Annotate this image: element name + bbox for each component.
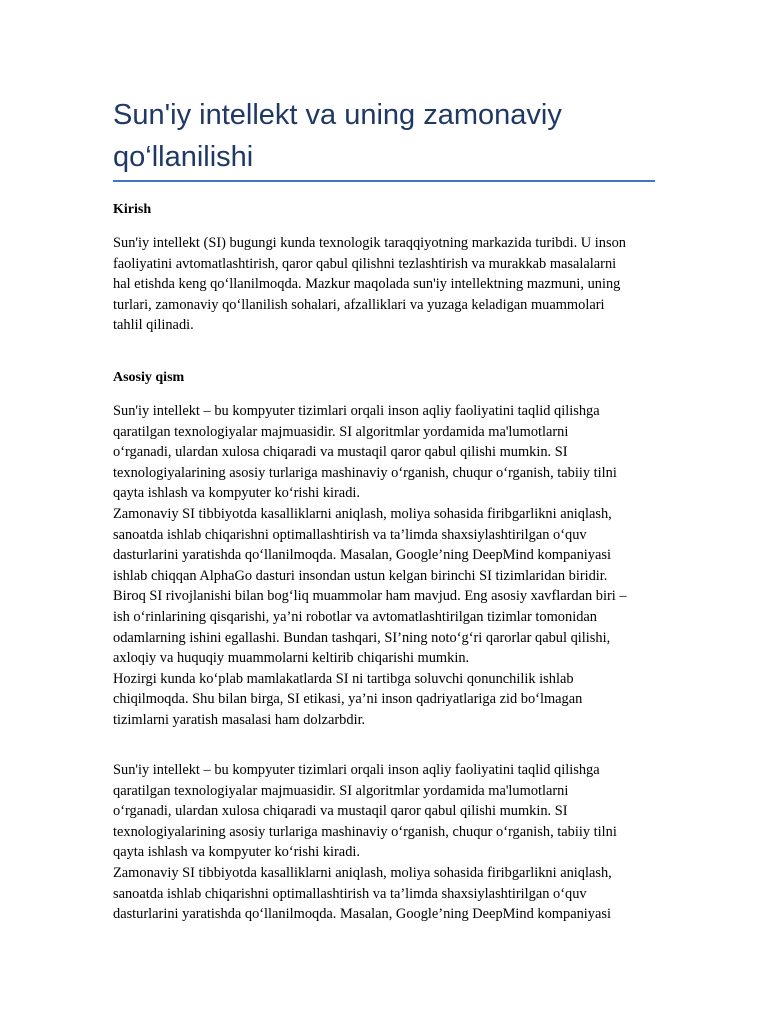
title-underline-rule [113,180,655,182]
body-text-line: qaratilgan texnologiyalar majmuasidir. SI algoritmlar yordamida ma'lumotlarni [113,423,569,440]
body-text-line: texnologiyalarining asosiy turlariga mashinaviy o‘rganish, chuqur o‘rganish, tabiiy tilni [113,464,617,481]
body-text-line: turlari, zamonaviy qo‘llanilish sohalari, afzalliklari va yuzaga keladigan muammolari [113,296,605,313]
body-text-line: dasturlarini yaratishda qo‘llanilmoqda. Masalan, Google’ning DeepMind kompaniyasi [113,547,611,564]
body-text-line: Biroq SI rivojlanishi bilan bog‘liq muammolar ham mavjud. Eng asosiy xavflardan biri – [113,588,627,605]
body-text-line: faoliyatini avtomatlashtirish, qaror qabul qilishni tezlashtirish va murakkab masalalarni [113,255,617,272]
body-text-line: Zamonaviy SI tibbiyotda kasalliklarni aniqlash, moliya sohasida firibgarlikni aniqlash, [113,505,612,522]
section-heading-asosiy-qism: Asosiy qism [113,370,185,385]
body-text-line: texnologiyalarining asosiy turlariga mashinaviy o‘rganish, chuqur o‘rganish, tabiiy tilni [113,823,617,840]
body-text-line: Sun'iy intellekt (SI) bugungi kunda texnologik taraqqiyotning markazida turibdi. U inson [113,235,626,251]
body-text-line: Hozirgi kunda ko‘plab mamlakatlarda SI ni tartibga soluvchi qonunchilik ishlab [113,670,574,687]
body-text-line: qaratilgan texnologiyalar majmuasidir. SI algoritmlar yordamida ma'lumotlarni [113,782,569,799]
body-text-line: chiqilmoqda. Shu bilan birga, SI etikasi, ya’ni inson qadriyatlariga zid bo‘lmagan [113,691,583,708]
body-text-line: ishlab chiqqan AlphaGo dasturi insondan ustun kelgan birinchi SI tizimlaridan biridir. [113,567,608,584]
document-title: Sun'iy intellekt va uning zamonaviy qo‘llanilishi [113,99,562,173]
body-text-line: qayta ishlash va kompyuter ko‘rishi kiradi. [113,485,360,502]
body-text-line: Sun'iy intellekt – bu kompyuter tizimlari orqali inson aqliy faoliyatini taqlid qilishga [113,762,600,778]
body-text-line: o‘rganadi, ulardan xulosa chiqaradi va mustaqil qaror qabul qilishi mumkin. SI [113,803,568,820]
body-text-line: o‘rganadi, ulardan xulosa chiqaradi va mustaqil qaror qabul qilishi mumkin. SI [113,444,568,461]
body-text-line: Zamonaviy SI tibbiyotda kasalliklarni aniqlash, moliya sohasida firibgarlikni aniqlash, [113,864,612,881]
body-text-line: sanoatda ishlab chiqarishni optimallashtirish va ta’limda shaxsiylashtirilgan o‘quv [113,526,587,543]
body-text-line: hal etishda keng qo‘llanilmoqda. Mazkur maqolada sun'iy intellektning mazmuni, uning [113,276,621,293]
body-text-line: axloqiy va huquqiy muammolarni keltirib chiqarishi mumkin. [113,650,470,667]
body-text-line: tahlil qilinadi. [113,317,194,334]
section-body-repeated [113,760,655,925]
body-text-line: odamlarning ishini egallashi. Bundan tashqari, SI’ning noto‘g‘ri qarorlar qabul qilishi, [113,629,611,646]
section-body-asosiy-qism [113,401,655,731]
body-text-line: qayta ishlash va kompyuter ko‘rishi kiradi. [113,844,360,861]
section-body-kirish [113,233,655,336]
body-text-line: tizimlarni yaratish masalasi ham dolzarbdir. [113,711,366,728]
section-heading-kirish: Kirish [113,202,152,217]
body-text-line: sanoatda ishlab chiqarishni optimallashtirish va ta’limda shaxsiylashtirilgan o‘quv [113,885,587,902]
body-text-line: ish o‘rinlarining qisqarishi, ya’ni robotlar va avtomatlashtirilgan tizimlar tomonidan [113,608,597,625]
body-text-line: Sun'iy intellekt – bu kompyuter tizimlari orqali inson aqliy faoliyatini taqlid qilishga [113,403,600,419]
body-text-line: dasturlarini yaratishda qo‘llanilmoqda. Masalan, Google’ning DeepMind kompaniyasi [113,906,611,923]
